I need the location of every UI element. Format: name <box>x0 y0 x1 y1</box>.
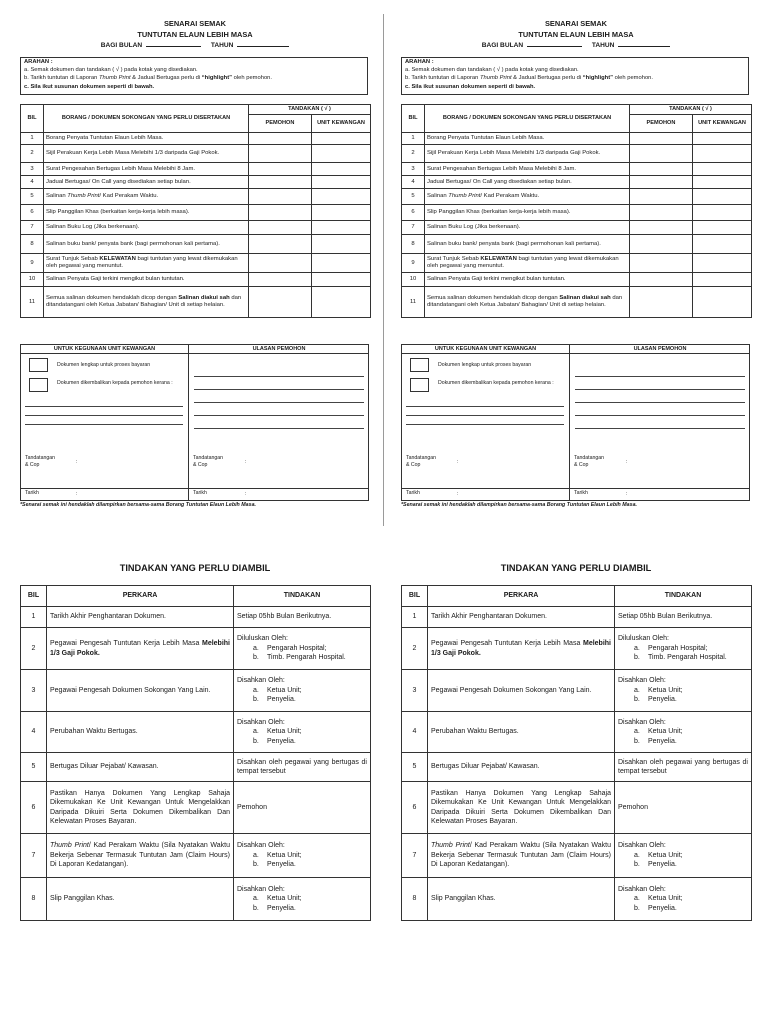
col-bil-header: BIL <box>21 586 47 607</box>
action-row: 7 Thumb Print/ Kad Perakam Waktu (Sila Nyatakan Waktu Bekerja Sebenar Termasuk Tuntutan Jam (Claim Hours) Di Laporan Kedatangan). Disahkan Oleh: a. Ketua Unit; b. Penyelia. <box>21 834 371 878</box>
reason-line[interactable] <box>25 415 183 416</box>
option-return-label: Dokumen dikembalikan kepada pemohon kerana : <box>438 380 554 386</box>
document-checklist-table <box>401 104 752 318</box>
unit-signature-colon: : <box>457 459 459 465</box>
checklist-row <box>21 254 371 273</box>
unit-kewangan-header: UNTUK KEGUNAAN UNIT KEWANGAN <box>434 346 537 352</box>
action-row: 8 Slip Panggilan Khas. Disahkan Oleh: a. Ketua Unit; b. Penyelia. <box>402 878 752 921</box>
row-number: 8 <box>402 235 425 254</box>
pemohon-checkbox-cell[interactable] <box>630 163 693 176</box>
unit-kewangan-checkbox-cell[interactable] <box>693 235 752 254</box>
month-blank-field[interactable] <box>146 40 201 47</box>
unit-kewangan-checkbox-cell[interactable] <box>693 163 752 176</box>
col-unit-kewangan-header: UNIT KEWANGAN <box>312 115 371 133</box>
unit-kewangan-checkbox-cell[interactable] <box>312 273 371 287</box>
action-row: 7 Thumb Print/ Kad Perakam Waktu (Sila Nyatakan Waktu Bekerja Sebenar Termasuk Tuntutan Jam (Claim Hours) Di Laporan Kedatangan). Disahkan Oleh: a. Ketua Unit; b. Penyelia. <box>402 834 752 878</box>
instructions-box <box>20 57 368 95</box>
col-unit-kewangan-header: UNIT KEWANGAN <box>693 115 752 133</box>
pemohon-checkbox-cell[interactable] <box>630 205 693 221</box>
comment-line[interactable] <box>575 415 745 416</box>
instructions-heading: ARAHAN : <box>24 59 53 65</box>
unit-kewangan-checkbox-cell[interactable] <box>312 254 371 273</box>
unit-kewangan-checkbox-cell[interactable] <box>693 176 752 189</box>
row-number: 6 <box>21 205 44 221</box>
col-pemohon-header: PEMOHON <box>249 115 312 133</box>
pemohon-checkbox-cell[interactable] <box>249 205 312 221</box>
col-tandakan-header: TANDAKAN ( √ ) <box>630 105 752 115</box>
checklist-row <box>402 287 752 318</box>
unit-kewangan-section <box>401 344 750 501</box>
month-blank-field[interactable] <box>527 40 582 47</box>
ulasan-pemohon-header: ULASAN PEMOHON <box>252 346 306 352</box>
row-number: 3 <box>21 163 44 176</box>
row-number: 5 <box>21 189 44 205</box>
pemohon-checkbox-cell[interactable] <box>249 176 312 189</box>
pemohon-checkbox-cell[interactable] <box>630 235 693 254</box>
col-bil-header: BIL <box>402 586 428 607</box>
unit-kewangan-checkbox-cell[interactable] <box>693 205 752 221</box>
document-description: Slip Panggilan Khas (berkaitan kerja-kerja lebih masa). <box>425 205 630 221</box>
unit-kewangan-header: UNTUK KEGUNAAN UNIT KEWANGAN <box>53 346 156 352</box>
reason-line[interactable] <box>25 424 183 425</box>
checklist-row <box>402 254 752 273</box>
document-description: Salinan Penyata Gaji terkini mengikut bulan tuntutan. <box>44 273 249 287</box>
row-number: 2 <box>21 145 44 163</box>
document-description: Salinan Penyata Gaji terkini mengikut bulan tuntutan. <box>425 273 630 287</box>
ulasan-pemohon-header: ULASAN PEMOHON <box>633 346 687 352</box>
reason-line[interactable] <box>25 406 183 407</box>
actions-title: TINDAKAN YANG PERLU DIAMBIL <box>500 563 652 573</box>
document-description: Borang Penyata Tuntutan Elaun Lebih Masa. <box>425 133 630 145</box>
unit-kewangan-checkbox-cell[interactable] <box>312 133 371 145</box>
pemohon-checkbox-cell[interactable] <box>249 287 312 318</box>
instruction-b: b. Tarikh tuntutan di Laporan Thumb Print & Jadual Bertugas perlu di “highlight” oleh pemohon. <box>24 75 273 82</box>
pemohon-checkbox-cell[interactable] <box>249 235 312 254</box>
comment-line[interactable] <box>575 376 745 377</box>
checklist-footnote: *Senarai semak ini hendaklah dilampirkan bersama-sama Borang Tuntutan Elaun Lebih Masa. <box>401 502 637 508</box>
checklist-row <box>21 145 371 163</box>
pemohon-checkbox-cell[interactable] <box>630 273 693 287</box>
year-blank-field[interactable] <box>237 40 289 47</box>
checklist-row <box>21 176 371 189</box>
pemohon-checkbox-cell[interactable] <box>630 221 693 235</box>
unit-date-colon: : <box>76 491 78 497</box>
reason-line[interactable] <box>406 406 564 407</box>
unit-kewangan-checkbox-cell[interactable] <box>693 273 752 287</box>
checklist-row <box>402 221 752 235</box>
checklist-row <box>402 176 752 189</box>
col-tandakan-header: TANDAKAN ( √ ) <box>249 105 371 115</box>
month-year-line <box>20 40 370 50</box>
instruction-c: c. Sila ikut susunan dokumen seperti di bawah. <box>24 83 155 90</box>
row-number: 7 <box>21 221 44 235</box>
return-checkbox[interactable] <box>410 378 429 392</box>
pemohon-checkbox-cell[interactable] <box>630 254 693 273</box>
unit-date-label: Tarikh <box>25 490 39 496</box>
col-perkara-header: PERKARA <box>47 586 234 607</box>
action-row: 6 Pastikan Hanya Dokumen Yang Lengkap Sahaja Dikemukakan Ke Unit Kewangan Untuk Mengelakkan Daripada Dikuiri Serta Dokumen Dikembalikan Dan Kelewatan Proses Bayaran. Pemohon <box>402 782 752 834</box>
checklist-row <box>402 205 752 221</box>
unit-kewangan-checkbox-cell[interactable] <box>693 287 752 318</box>
action-row: 3 Pegawai Pengesah Dokumen Sokongan Yang Lain. Disahkan Oleh: a. Ketua Unit; b. Penyelia. <box>402 670 752 712</box>
applicant-date-colon: : <box>626 491 628 497</box>
row-number: 2 <box>402 145 425 163</box>
checklist-row <box>21 221 371 235</box>
row-number: 3 <box>402 163 425 176</box>
action-row: 8 Slip Panggilan Khas. Disahkan Oleh: a. Ketua Unit; b. Penyelia. <box>21 878 371 921</box>
comment-line[interactable] <box>575 428 745 429</box>
reason-line[interactable] <box>406 424 564 425</box>
return-checkbox[interactable] <box>29 378 48 392</box>
instruction-a: a. Semak dokumen dan tandakan ( √ ) pada kotak yang disediakan. <box>24 67 198 74</box>
row-number: 4 <box>21 176 44 189</box>
pemohon-checkbox-cell[interactable] <box>249 163 312 176</box>
unit-kewangan-checkbox-cell[interactable] <box>693 189 752 205</box>
document-description: Salinan Thumb Print/ Kad Perakam Waktu. <box>425 189 630 205</box>
year-label: TAHUN <box>210 42 234 49</box>
document-description: Sijil Perakuan Kerja Lebih Masa Melebihi 1/3 daripada Gaji Pokok. <box>425 145 630 163</box>
year-label: TAHUN <box>591 42 615 49</box>
month-label: BAGI BULAN <box>481 42 524 49</box>
document-description: Semua salinan dokumen hendaklah dicop dengan Salinan diakui sah dan ditandatangani oleh Ketua Jabatan/ Bahagian/ Unit di setiap helaian. <box>44 287 249 318</box>
document-description: Sijil Perakuan Kerja Lebih Masa Melebihi 1/3 daripada Gaji Pokok. <box>44 145 249 163</box>
action-row: 4 Perubahan Waktu Bertugas. Disahkan Oleh: a. Ketua Unit; b. Penyelia. <box>21 712 371 753</box>
pemohon-checkbox-cell[interactable] <box>249 133 312 145</box>
row-number: 10 <box>402 273 425 287</box>
pemohon-checkbox-cell[interactable] <box>630 176 693 189</box>
pemohon-checkbox-cell[interactable] <box>249 254 312 273</box>
comment-line[interactable] <box>194 402 364 403</box>
document-description: Surat Pengesahan Bertugas Lebih Masa Melebihi 8 Jam. <box>425 163 630 176</box>
checklist-row <box>21 205 371 221</box>
checklist-row <box>21 287 371 318</box>
page-fold-divider <box>383 14 384 526</box>
document-checklist-table <box>20 104 371 318</box>
row-number: 7 <box>402 221 425 235</box>
action-row: 1 Tarikh Akhir Penghantaran Dokumen. Setiap 05hb Bulan Berikutnya. <box>21 607 371 628</box>
complete-checkbox[interactable] <box>29 358 48 372</box>
pemohon-checkbox-cell[interactable] <box>249 221 312 235</box>
month-year-line <box>401 40 751 50</box>
unit-kewangan-checkbox-cell[interactable] <box>312 205 371 221</box>
row-number: 6 <box>402 205 425 221</box>
document-description: Jadual Bertugas/ On Call yang disediakan setiap bulan. <box>425 176 630 189</box>
action-row: 5 Bertugas Diluar Pejabat/ Kawasan. Disahkan oleh pegawai yang bertugas di tempat tersebut <box>402 753 752 782</box>
month-label: BAGI BULAN <box>100 42 143 49</box>
action-row: 6 Pastikan Hanya Dokumen Yang Lengkap Sahaja Dikemukakan Ke Unit Kewangan Untuk Mengelakkan Daripada Dikuiri Serta Dokumen Dikembalikan Dan Kelewatan Proses Bayaran. Pemohon <box>21 782 371 834</box>
comment-line[interactable] <box>194 389 364 390</box>
reason-line[interactable] <box>406 415 564 416</box>
document-description: Jadual Bertugas/ On Call yang disediakan setiap bulan. <box>44 176 249 189</box>
row-number: 11 <box>21 287 44 318</box>
checklist-row <box>21 189 371 205</box>
checklist-row <box>402 133 752 145</box>
checklist-row <box>402 189 752 205</box>
action-row: 2 Pegawai Pengesah Tuntutan Kerja Lebih Masa Melebihi 1/3 Gaji Pokok. Diluluskan Oleh: a. Pengarah Hospital; b. Timb. Pengarah Hospital. <box>21 628 371 670</box>
action-row: 4 Perubahan Waktu Bertugas. Disahkan Oleh: a. Ketua Unit; b. Penyelia. <box>402 712 752 753</box>
row-number: 9 <box>402 254 425 273</box>
unit-kewangan-section <box>20 344 369 501</box>
col-pemohon-header: PEMOHON <box>630 115 693 133</box>
col-document-header: BORANG / DOKUMEN SOKONGAN YANG PERLU DISERTAKAN <box>44 105 249 133</box>
actions-table <box>20 585 371 921</box>
applicant-signature-colon: : <box>626 459 628 465</box>
document-description: Salinan buku bank/ penyata bank (bagi permohonan kali pertama). <box>425 235 630 254</box>
row-number: 10 <box>21 273 44 287</box>
unit-kewangan-checkbox-cell[interactable] <box>693 221 752 235</box>
option-complete-label: Dokumen lengkap untuk proses bayaran <box>438 362 532 368</box>
unit-signature-label: Tandatangan & Cop <box>25 455 55 468</box>
comment-line[interactable] <box>575 402 745 403</box>
checklist-subtitle: TUNTUTAN ELAUN LEBIH MASA <box>137 30 253 39</box>
unit-signature-colon: : <box>76 459 78 465</box>
instructions-box <box>401 57 749 95</box>
unit-date-colon: : <box>457 491 459 497</box>
complete-checkbox[interactable] <box>410 358 429 372</box>
unit-signature-label: Tandatangan & Cop <box>406 455 436 468</box>
document-description: Surat Pengesahan Bertugas Lebih Masa Melebihi 8 Jam. <box>44 163 249 176</box>
col-bil-header: BIL <box>21 105 44 133</box>
checklist-row <box>21 133 371 145</box>
row-number: 11 <box>402 287 425 318</box>
checklist-row <box>21 273 371 287</box>
checklist-row <box>402 145 752 163</box>
instruction-a: a. Semak dokumen dan tandakan ( √ ) pada kotak yang disediakan. <box>405 67 579 74</box>
unit-kewangan-checkbox-cell[interactable] <box>693 254 752 273</box>
row-number: 1 <box>21 133 44 145</box>
pemohon-checkbox-cell[interactable] <box>630 133 693 145</box>
instruction-b: b. Tarikh tuntutan di Laporan Thumb Print & Jadual Bertugas perlu di “highlight” oleh pemohon. <box>405 75 654 82</box>
row-number: 9 <box>21 254 44 273</box>
option-complete-label: Dokumen lengkap untuk proses bayaran <box>57 362 151 368</box>
applicant-signature-label: Tandatangan & Cop <box>574 455 604 468</box>
unit-kewangan-checkbox-cell[interactable] <box>312 235 371 254</box>
option-return-label: Dokumen dikembalikan kepada pemohon kerana : <box>57 380 173 386</box>
document-description: Semua salinan dokumen hendaklah dicop dengan Salinan diakui sah dan ditandatangani oleh Ketua Jabatan/ Bahagian/ Unit di setiap helaian. <box>425 287 630 318</box>
unit-kewangan-checkbox-cell[interactable] <box>693 145 752 163</box>
pemohon-checkbox-cell[interactable] <box>630 145 693 163</box>
checklist-title: SENARAI SEMAK <box>544 19 607 28</box>
checklist-subtitle: TUNTUTAN ELAUN LEBIH MASA <box>518 30 634 39</box>
pemohon-checkbox-cell[interactable] <box>249 273 312 287</box>
checklist-title: SENARAI SEMAK <box>163 19 226 28</box>
checklist-row <box>402 273 752 287</box>
applicant-date-colon: : <box>245 491 247 497</box>
unit-kewangan-checkbox-cell[interactable] <box>312 287 371 318</box>
document-description: Borang Penyata Tuntutan Elaun Lebih Masa. <box>44 133 249 145</box>
unit-kewangan-checkbox-cell[interactable] <box>693 133 752 145</box>
pemohon-checkbox-cell[interactable] <box>249 145 312 163</box>
applicant-signature-label: Tandatangan & Cop <box>193 455 223 468</box>
applicant-signature-colon: : <box>245 459 247 465</box>
applicant-date-label: Tarikh <box>193 490 207 496</box>
document-description: Salinan Buku Log (Jika berkenaan). <box>425 221 630 235</box>
checklist-row <box>21 235 371 254</box>
comment-line[interactable] <box>194 428 364 429</box>
year-blank-field[interactable] <box>618 40 670 47</box>
row-number: 4 <box>402 176 425 189</box>
unit-kewangan-checkbox-cell[interactable] <box>312 176 371 189</box>
document-description: Salinan Buku Log (Jika berkenaan). <box>44 221 249 235</box>
action-row: 2 Pegawai Pengesah Tuntutan Kerja Lebih Masa Melebihi 1/3 Gaji Pokok. Diluluskan Oleh: a. Pengarah Hospital; b. Timb. Pengarah Hospital. <box>402 628 752 670</box>
col-perkara-header: PERKARA <box>428 586 615 607</box>
document-description: Salinan buku bank/ penyata bank (bagi permohonan kali pertama). <box>44 235 249 254</box>
pemohon-checkbox-cell[interactable] <box>630 189 693 205</box>
action-row: 3 Pegawai Pengesah Dokumen Sokongan Yang Lain. Disahkan Oleh: a. Ketua Unit; b. Penyelia. <box>21 670 371 712</box>
col-tindakan-header: TINDAKAN <box>615 586 752 607</box>
col-bil-header: BIL <box>402 105 425 133</box>
row-number: 8 <box>21 235 44 254</box>
document-description: Salinan Thumb Print/ Kad Perakam Waktu. <box>44 189 249 205</box>
instructions-heading: ARAHAN : <box>405 59 434 65</box>
pemohon-checkbox-cell[interactable] <box>630 287 693 318</box>
col-document-header: BORANG / DOKUMEN SOKONGAN YANG PERLU DISERTAKAN <box>425 105 630 133</box>
checklist-footnote: *Senarai semak ini hendaklah dilampirkan bersama-sama Borang Tuntutan Elaun Lebih Masa. <box>20 502 256 508</box>
document-description: Surat Tunjuk Sebab KELEWATAN bagi tuntutan yang lewat dikemukakan oleh pegawai yang menuntut. <box>425 254 630 273</box>
unit-kewangan-checkbox-cell[interactable] <box>312 145 371 163</box>
actions-title: TINDAKAN YANG PERLU DIAMBIL <box>119 563 271 573</box>
checklist-row <box>21 163 371 176</box>
pemohon-checkbox-cell[interactable] <box>249 189 312 205</box>
document-description: Slip Panggilan Khas (berkaitan kerja-kerja lebih masa). <box>44 205 249 221</box>
applicant-date-label: Tarikh <box>574 490 588 496</box>
checklist-row <box>402 163 752 176</box>
unit-date-label: Tarikh <box>406 490 420 496</box>
row-number: 1 <box>402 133 425 145</box>
comment-line[interactable] <box>194 376 364 377</box>
actions-table <box>401 585 752 921</box>
row-number: 5 <box>402 189 425 205</box>
comment-line[interactable] <box>575 389 745 390</box>
document-description: Surat Tunjuk Sebab KELEWATAN bagi tuntutan yang lewat dikemukakan oleh pegawai yang menuntut. <box>44 254 249 273</box>
unit-kewangan-checkbox-cell[interactable] <box>312 163 371 176</box>
action-row: 1 Tarikh Akhir Penghantaran Dokumen. Setiap 05hb Bulan Berikutnya. <box>402 607 752 628</box>
unit-kewangan-checkbox-cell[interactable] <box>312 221 371 235</box>
checklist-row <box>402 235 752 254</box>
comment-line[interactable] <box>194 415 364 416</box>
action-row: 5 Bertugas Diluar Pejabat/ Kawasan. Disahkan oleh pegawai yang bertugas di tempat tersebut <box>21 753 371 782</box>
unit-kewangan-checkbox-cell[interactable] <box>312 189 371 205</box>
col-tindakan-header: TINDAKAN <box>234 586 371 607</box>
instruction-c: c. Sila ikut susunan dokumen seperti di bawah. <box>405 83 536 90</box>
